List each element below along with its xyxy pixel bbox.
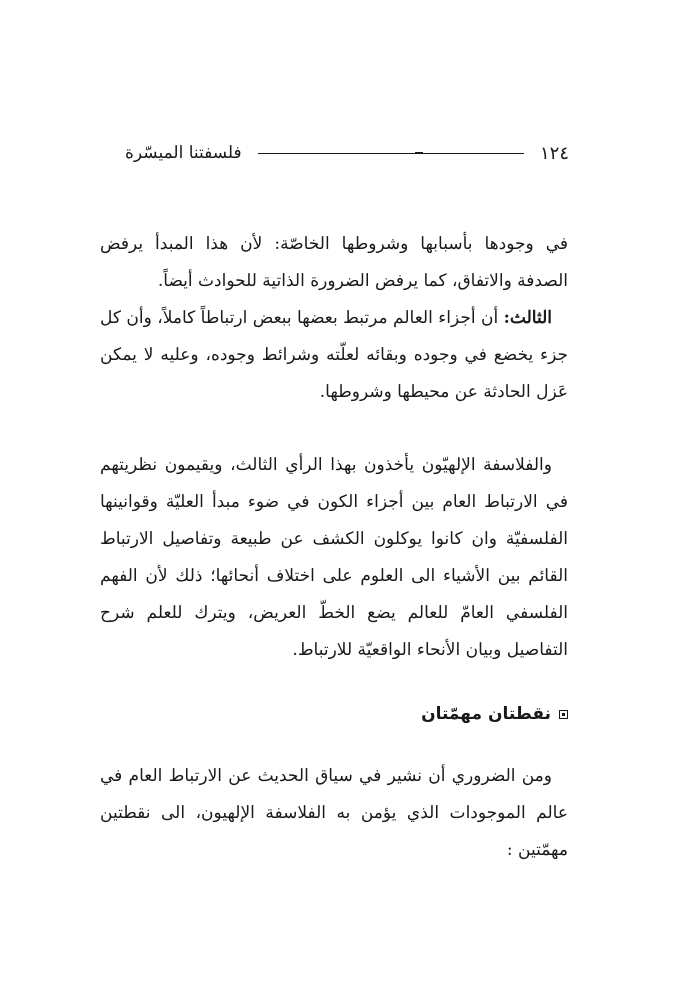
square-bullet-icon [559,710,568,719]
paragraph-text: ومن الضروري أن نشير في سياق الحديث عن الارتباط العام في عالم الموجودات الذي يؤمن به الفلاسفة الإلهيون، الى نقطتين مهمّتين : [100,766,568,860]
paragraph-continuation [100,226,568,300]
header-rule [258,153,524,154]
paragraph-body: أن أجزاء العالم مرتبط بعضها ببعض ارتباطاً كاملاً، وأن كل جزء يخضع في وجوده وبقائه لعلّته وشرائط وجوده، وعليه لا يمكن عَزل الحادثة عن محيطها وشروطها. [100,308,568,402]
paragraph-text [100,300,568,411]
running-header [125,138,569,168]
paragraph-text: والفلاسفة الإلهيّون يأخذون بهذا الرأي الثالث، ويقيمون نظريتهم في الارتباط العام بين أجزاء الكون في ضوء مبدأ العليّة وقوانينها الفلسفيّة وان كانوا يوكلون الكشف عن طبيعة وتفاصيل الارتباط القائم بين الأشياء الى العلوم على اختلاف أنحائها؛ ذلك لأن الفهم الفلسفي العامّ للعالم يضع الخطّ العريض، ويترك للعلم شرح التفاصيل وبيان الأنحاء الواقعيّة للارتباط. [100,455,568,660]
lead-term: الثالث: [503,308,552,328]
paragraph-third-view [100,300,568,411]
paragraph-text: في وجودها بأسبابها وشروطها الخاصّة: لأن هذا المبدأ يرفض الصدفة والاتفاق، كما يرفض الضرورة الذاتية للحوادث أيضاً. [100,234,568,291]
section-heading-text: نقطتان مهمّتان [421,704,551,724]
paragraph-divine-philosophers [100,447,568,669]
paragraph-two-points [100,758,568,869]
book-title: فلسفتنا الميسّرة [125,143,242,163]
page-number: ١٢٤ [539,142,569,164]
section-heading [421,704,568,724]
